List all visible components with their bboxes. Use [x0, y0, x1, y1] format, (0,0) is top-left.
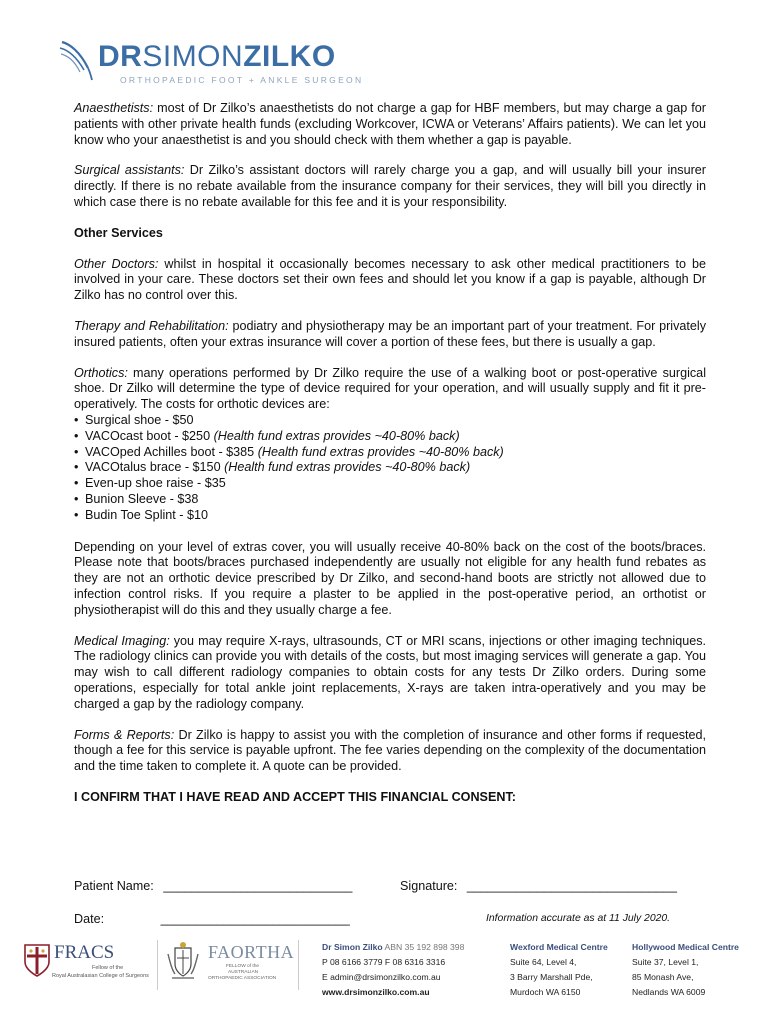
faortha-caption-3: ORTHOPAEDIC ASSOCIATION: [208, 976, 277, 981]
date-row: [74, 912, 350, 926]
document-body: [74, 101, 706, 806]
patient-name-label: Patient Name:: [74, 879, 154, 893]
coat-of-arms-icon: [166, 940, 200, 982]
therapy-label: Therapy and Rehabilitation:: [74, 318, 229, 333]
signature-field[interactable]: ______________________________: [466, 879, 678, 893]
orthotics-cost-list: [74, 413, 706, 524]
letterhead-logo: [58, 36, 378, 88]
forms-reports-paragraph: [74, 728, 706, 775]
footer-hollywood-line-1: Suite 37, Level 1,: [632, 957, 699, 967]
footer-wexford-line-2: 3 Barry Marshall Pde,: [510, 972, 593, 982]
patient-name-row: [74, 879, 352, 893]
anaesthetists-label: Anaesthetists:: [74, 101, 154, 115]
footer-wexford-line-3: Murdoch WA 6150: [510, 987, 581, 997]
patient-name-field[interactable]: ___________________________: [163, 879, 353, 893]
logo-simon: SIMON: [142, 40, 244, 73]
medical-imaging-paragraph: [74, 634, 706, 713]
fracs-caption-1: Fellow of the: [92, 965, 124, 971]
list-item-text: Surgical shoe - $50: [85, 412, 194, 427]
logo-wordmark: [98, 42, 336, 72]
footer-hollywood-title: Hollywood Medical Centre: [632, 942, 739, 952]
orthotics-paragraph: [74, 366, 706, 413]
list-item-text: Budin Toe Splint - $10: [85, 507, 208, 522]
anaesthetists-text: most of Dr Zilko’s anaesthetists do not charge a gap for HBF members, but may charge a gap for patients with other private health funds (excluding Workcover, ICWA or Veterans’ Affairs patients). We can let you know who your anaesthetist is and you should check with them whether a gap is payable.: [74, 101, 706, 147]
accuracy-note: Information accurate as at 11 July 2020.: [486, 913, 671, 924]
footer-hollywood-column: [632, 940, 739, 1000]
forms-reports-label: Forms & Reports:: [74, 727, 175, 742]
footer-website[interactable]: www.drsimonzilko.com.au: [322, 987, 430, 997]
extras-paragraph: Depending on your level of extras cover, you will usually receive 40-80% back on the cost of the boots/braces. Please note that boots/braces purchased independently are usually not eligible for any health fund rebates as they are not an orthotic device prescribed by Dr Zilko, and second-hand boots are strictly not allowed due to infection control risks. If you require a plaster to be applied in the post-operative period, an orthotist or physiotherapist will do this and they usually charge a fee.: [74, 539, 706, 617]
logo-zilko: ZILKO: [243, 40, 336, 73]
fracs-caption-2: Royal Australasian College of Surgeons: [52, 973, 149, 979]
medical-imaging-text: you may require X-rays, ultrasounds, CT or MRI scans, injections or other imaging techniques. The radiology clinics can provide you with details of the costs, but most imaging services will generate a gap. You may wish to call different radiology companies to obtain costs for any tests Dr Zilko orders. During some operations, especially for total ankle joint replacements, X-rays are taken intra-operatively and you may be charged a gap by the radiology company.: [74, 633, 707, 711]
list-item: [74, 492, 706, 508]
fracs-logo: [22, 940, 152, 988]
surgical-assistants-label: Surgical assistants:: [74, 163, 185, 178]
footer-wexford-line-1: Suite 64, Level 4,: [510, 957, 577, 967]
date-field[interactable]: ___________________________: [160, 912, 350, 926]
faortha-caption-2: AUSTRALIAN: [228, 970, 259, 975]
anaesthetists-paragraph: [74, 101, 706, 148]
footer-abn: ABN 35 192 898 398: [382, 942, 465, 952]
logo-subtitle: ORTHOPAEDIC FOOT + ANKLE SURGEON: [120, 75, 364, 85]
therapy-text: podiatry and physiotherapy may be an important part of your treatment. For privately insured patients, often your extras insurance will cover a portion of these fees, but there is usually a gap.: [74, 318, 707, 349]
signature-row: [400, 879, 677, 893]
other-services-heading: Other Services: [74, 225, 163, 240]
footer-doctor-name: Dr Simon Zilko: [322, 942, 383, 952]
list-item: [74, 460, 706, 476]
faortha-logo: [166, 938, 295, 988]
list-item-text: Bunion Sleeve - $38: [85, 491, 199, 506]
date-label: Date:: [74, 912, 105, 926]
footer-contact-name-row: [322, 940, 464, 955]
list-item-note: (Health fund extras provides ~40-80% back): [213, 428, 460, 443]
faortha-wordmark: FAORTHA: [208, 942, 295, 962]
list-item: [74, 508, 706, 524]
list-item-text: VACOtalus brace - $150: [85, 460, 225, 475]
faortha-caption-1: FELLOW of the: [226, 964, 260, 969]
footer-divider: [298, 940, 299, 990]
fracs-crest-icon: [22, 942, 52, 978]
other-doctors-paragraph: [74, 257, 706, 304]
orthotics-label: Orthotics:: [74, 365, 128, 380]
list-item-text: Even-up shoe raise - $35: [85, 476, 226, 491]
other-doctors-label: Other Doctors:: [74, 256, 159, 271]
logo-dr: DR: [98, 40, 143, 73]
footer-email[interactable]: E admin@drsimonzilko.com.au: [322, 972, 441, 982]
list-item-text: VACOcast boot - $250: [85, 428, 214, 443]
other-doctors-text: whilst in hospital it occasionally becomes necessary to ask other medical practitioners to be involved in your care. These doctors set their own fees and should let you know if a gap is payable, although Dr Zilko has no control over this.: [74, 256, 707, 303]
list-item-note: (Health fund extras provides ~40-80% back): [257, 444, 504, 459]
footer-divider: [157, 940, 158, 990]
footer-phone: P 08 6166 3779 F 08 6316 3316: [322, 957, 446, 967]
forms-reports-text: Dr Zilko is happy to assist you with the completion of insurance and other forms if requested, though a fee for this service is payable upfront. The fee varies depending on the complexity of the documentation and the time taken to complete it. A quote can be provided.: [74, 727, 706, 774]
footer-hollywood-line-2: 85 Monash Ave,: [632, 972, 694, 982]
surgical-assistants-paragraph: [74, 163, 706, 210]
medical-imaging-label: Medical Imaging:: [74, 633, 170, 648]
signature-label: Signature:: [400, 879, 458, 893]
orthotics-text: many operations performed by Dr Zilko require the use of a walking boot or post-operative surgical shoe. Dr Zilko will determine the type of device required for your operation, and will usually supply and fit it pre-operatively. The costs for orthotic devices are:: [74, 365, 706, 412]
footer-contact-column: [322, 940, 464, 1000]
therapy-paragraph: [74, 319, 706, 351]
footer-wexford-column: [510, 940, 608, 1000]
list-item-text: VACOped Achilles boot - $385: [85, 444, 258, 459]
list-item-note: (Health fund extras provides ~40-80% back): [224, 460, 471, 475]
footer-wexford-title: Wexford Medical Centre: [510, 942, 608, 952]
footer-hollywood-line-3: Nedlands WA 6009: [632, 987, 706, 997]
surgical-assistants-text: Dr Zilko’s assistant doctors will rarely charge you a gap, and will usually bill your insurer directly. If there is no rebate available from the insurance company for their services, they will bill you directly in which case there is no rebate available for this fee and it is your responsibility.: [74, 163, 706, 209]
list-item: [74, 413, 706, 429]
list-item: [74, 429, 706, 445]
angel-wing-logo-icon: [58, 38, 98, 82]
fracs-wordmark: FRACS: [54, 942, 115, 963]
consent-confirmation: I CONFIRM THAT I HAVE READ AND ACCEPT THIS FINANCIAL CONSENT:: [74, 789, 516, 804]
list-item: [74, 476, 706, 492]
list-item: [74, 445, 706, 461]
